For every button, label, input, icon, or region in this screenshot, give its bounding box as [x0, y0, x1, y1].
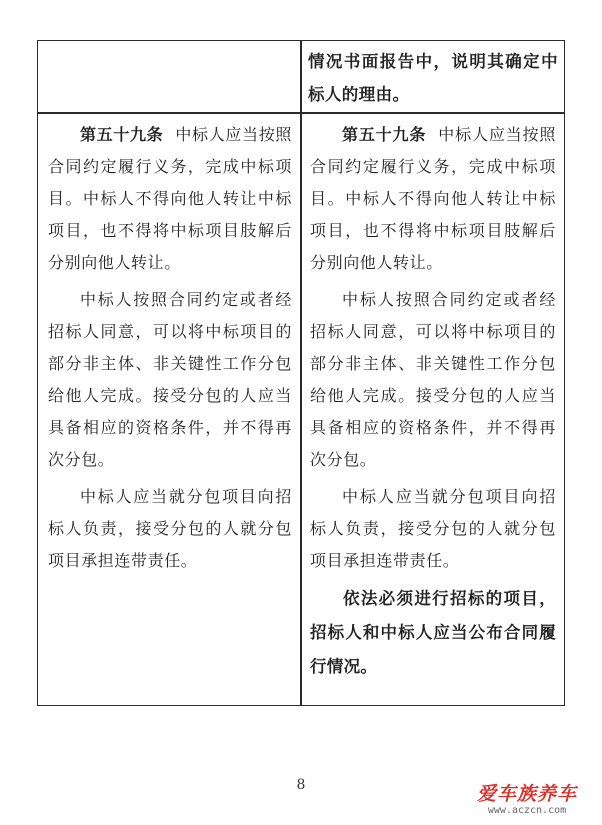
watermark-url: www.aczcn.com: [487, 805, 567, 816]
row2-right-cell: [310, 119, 556, 689]
article-59-paragraph-2-left: 中标人按照合同约定或者经招标人同意，可以将中标项目的部分非主体、非关键性工作分包给他人完成。接受分包的人应当具备相应的资格条件，并不得再次分包。: [48, 290, 292, 469]
comparison-table: [37, 40, 565, 706]
article-59-paragraph-4-right: 依法必须进行招标的项目，招标人和中标人应当公布合同履行情况。: [310, 589, 556, 676]
row1-right-cell: [308, 45, 558, 111]
row2-left-cell: [48, 119, 292, 582]
article-59-paragraph-2-right: 中标人按照合同约定或者经招标人同意，可以将中标项目的部分非主体、非关键性工作分包给他人完成。接受分包的人应当具备相应的资格条件，并不得再次分包。: [310, 290, 556, 469]
article-heading-right: 第五十九条: [342, 125, 427, 144]
column-divider: [300, 41, 302, 705]
article-59-paragraph-3-right: 中标人应当就分包项目向招标人负责，接受分包的人就分包项目承担连带责任。: [310, 487, 556, 570]
watermark-title: 爱车族养车: [476, 783, 577, 805]
article-59-p1-text-right: 中标人应当按照合同约定履行义务，完成中标项目。中标人不得向他人转让中标项目，也不得将中标项目肢解后分别向他人转让。: [310, 125, 556, 272]
row1-right-text: 情况书面报告中，说明其确定中标人的理由。: [308, 52, 558, 104]
row-divider: [38, 112, 564, 114]
watermark: [462, 783, 592, 817]
article-59-p1-text-left: 中标人应当按照合同约定履行义务，完成中标项目。中标人不得向他人转让中标项目，也不得将中标项目肢解后分别向他人转让。: [48, 125, 292, 272]
article-59-paragraph-1-right: [310, 119, 556, 279]
article-59-paragraph-3-left: 中标人应当就分包项目向招标人负责，接受分包的人就分包项目承担连带责任。: [48, 487, 292, 570]
page-number: 8: [296, 777, 306, 793]
article-59-paragraph-1-left: [48, 119, 292, 279]
article-heading-left: 第五十九条: [80, 125, 164, 144]
